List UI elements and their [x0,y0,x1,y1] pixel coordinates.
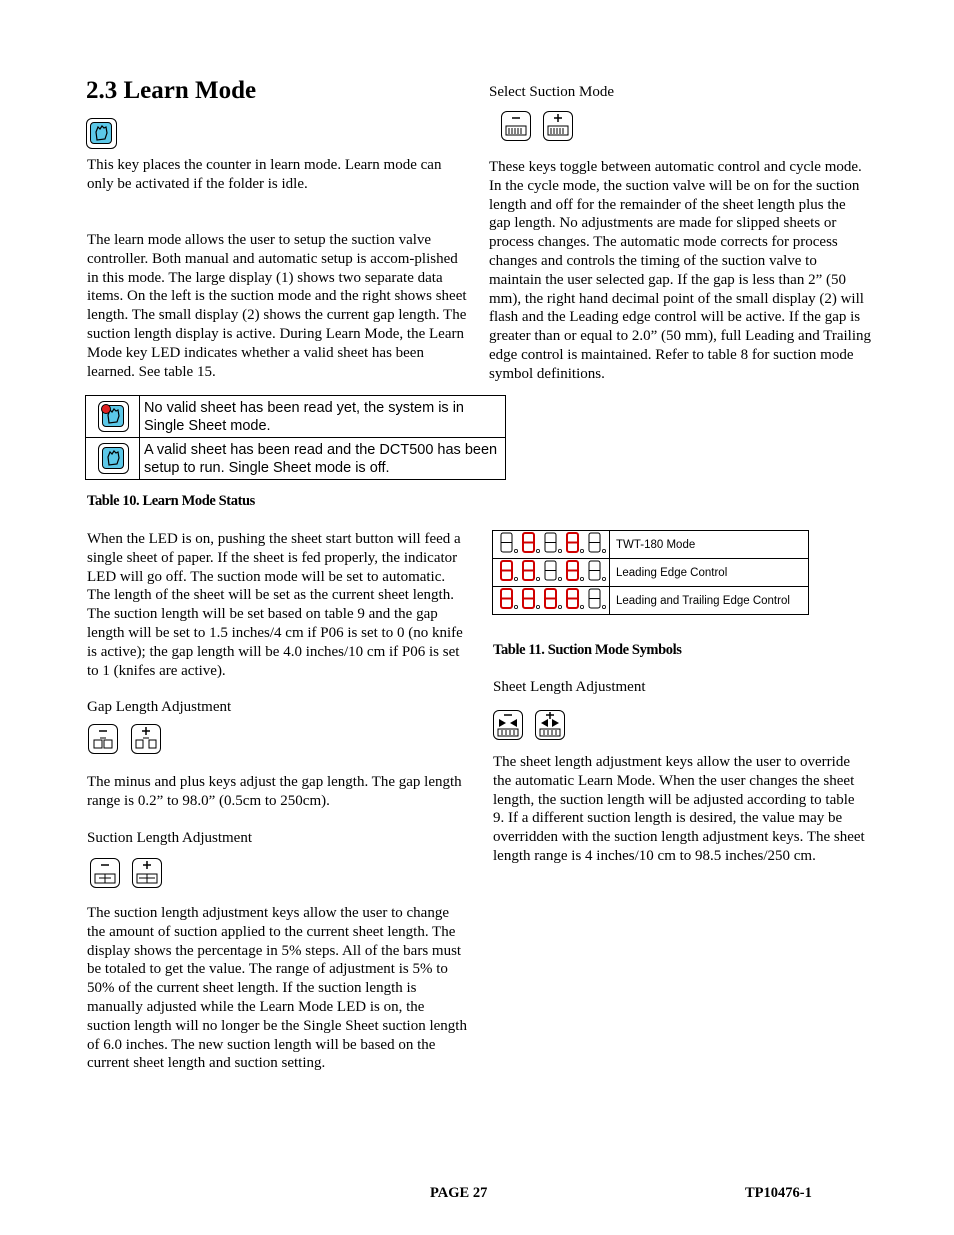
table-11-caption: Table 11. Suction Mode Symbols [493,642,682,658]
table-row [493,531,809,559]
digit-glyph [501,561,518,581]
suction-plus-key[interactable] [132,858,162,888]
digit-glyph [523,589,540,609]
suction-mode-minus-key[interactable] [501,111,531,141]
learn-key-description: This key places the counter in learn mode. Learn mode can only be activated if the folder is idle. [87,157,442,192]
table-row [493,559,809,587]
hand-icon [90,122,112,144]
gap-minus-icon [89,725,117,753]
select-suction-heading: Select Suction Mode [489,84,614,100]
digit-glyph [589,561,606,581]
digit-glyph [545,533,562,553]
sheet-minus-key[interactable] [493,710,523,740]
seven-segment-display-leading-trailing [497,587,609,611]
section-heading: 2.3 Learn Mode [86,77,257,104]
mode-label: Leading Edge Control [610,559,809,587]
digit-glyph [545,561,562,581]
status-text: No valid sheet has been read yet, the system is in Single Sheet mode. [140,396,506,438]
learn-key-led-off-icon [98,443,129,474]
seven-segment-display-leading [497,559,609,583]
gap-plus-key[interactable] [131,724,161,754]
seven-segment-display-twt [497,531,609,555]
suction-minus-icon [91,859,119,887]
suction-length-description: The suction length adjustment keys allow the user to change the amount of suction applied to the current sheet length. The display shows the percentage in 5% steps. All of the bars must be totaled to get the value. The range of adjustment is 5% to 50% of the current sheet length. If the suction length is manually adjusted while the Learn Mode LED is on, the suction length will no longer be the Single Sheet suction length of 6.0 inches. The new suction length will be based on the current sheet length and suction setting. [87,905,467,1072]
learn-key-led-on-icon [98,401,129,432]
document-id: TP10476-1 [745,1185,812,1201]
gap-length-description: The minus and plus keys adjust the gap length. The gap length range is 0.2” to 98.0” (0.5cm to 250cm). [87,774,462,809]
digit-glyph [567,589,584,609]
table-row [493,587,809,615]
suction-mode-plus-icon [544,112,572,140]
led-red-icon [101,404,111,414]
mode-label: Leading and Trailing Edge Control [610,587,809,615]
table-row [86,438,506,480]
suction-length-heading: Suction Length Adjustment [87,830,252,846]
mode-label: TWT-180 Mode [610,531,809,559]
sheet-length-description: The sheet length adjustment keys allow the user to override the automatic Learn Mode. When the user changes the sheet length, the suction length will be adjusted according to table 9. If a different suction length is desired, the value may be overridden with the suction length adjustment keys. The sheet length range is 4 inches/10 cm to 98.5 inches/250 cm. [493,754,865,864]
table-row [86,396,506,438]
suction-plus-icon [133,859,161,887]
digit-glyph [523,533,540,553]
suction-mode-plus-key[interactable] [543,111,573,141]
suction-mode-description: These keys toggle between automatic control and cycle mode. In the cycle mode, the suction valve will be on for the suction length and off for the remainder of the sheet length plus the gap length. No adjustments are made for slipped sheets or process changes. The automatic mode corrects for process changes and controls the timing of the suction valve to maintain the user selected gap. If the gap is less than 2” (50 mm), the right hand decimal point of the small display (2) will flash and the Leading edge control will be active. If the gap is greater than or equal to 2.0” (50 mm), full Leading and Trailing edge control is maintained. Refer to table 8 for suction mode symbol definitions. [489,159,871,382]
sheet-minus-icon [494,711,522,739]
sheet-plus-key[interactable] [535,710,565,740]
suction-mode-minus-icon [502,112,530,140]
suction-mode-symbols-table [492,530,809,615]
learn-mode-status-table [85,395,506,480]
digit-glyph [567,533,584,553]
status-text: A valid sheet has been read and the DCT500 has been setup to run. Single Sheet mode is off. [140,438,506,480]
digit-glyph [589,589,606,609]
digit-glyph [523,561,540,581]
suction-minus-key[interactable] [90,858,120,888]
table-10-caption: Table 10. Learn Mode Status [87,493,255,509]
digit-glyph [501,533,518,553]
learn-mode-key[interactable] [86,118,117,149]
gap-minus-key[interactable] [88,724,118,754]
digit-glyph [589,533,606,553]
page-number: PAGE 27 [430,1185,488,1201]
learn-mode-description: The learn mode allows the user to setup the suction valve controller. Both manual and automatic setup is accom-plished in this mode. The large display (1) shows two separate data items. On the left is the suction mode and the right shows sheet length. The small display (2) shows the current gap length. The suction length display is active. During Learn Mode, the Learn Mode key LED indicates whether a valid sheet has been learned. See table 15. [87,232,467,380]
digit-glyph [567,561,584,581]
digit-glyph [545,589,562,609]
led-description: When the LED is on, pushing the sheet start button will feed a single sheet of paper. If the sheet is fed properly, the indicator LED will go off. The suction mode will be set to automatic. The length of the sheet will be set as the current sheet length. The suction length will be set based on table 9 and the gap length will be set to 1.5 inches/4 cm if P06 is set to 0 (no knife is active); the gap length will be 4.0 inches/10 cm if P06 is set to 1 (knifes are active). [87,531,463,679]
digit-glyph [501,589,518,609]
gap-length-heading: Gap Length Adjustment [87,699,232,715]
sheet-plus-icon [536,711,564,739]
gap-plus-icon [132,725,160,753]
sheet-length-heading: Sheet Length Adjustment [493,679,646,695]
